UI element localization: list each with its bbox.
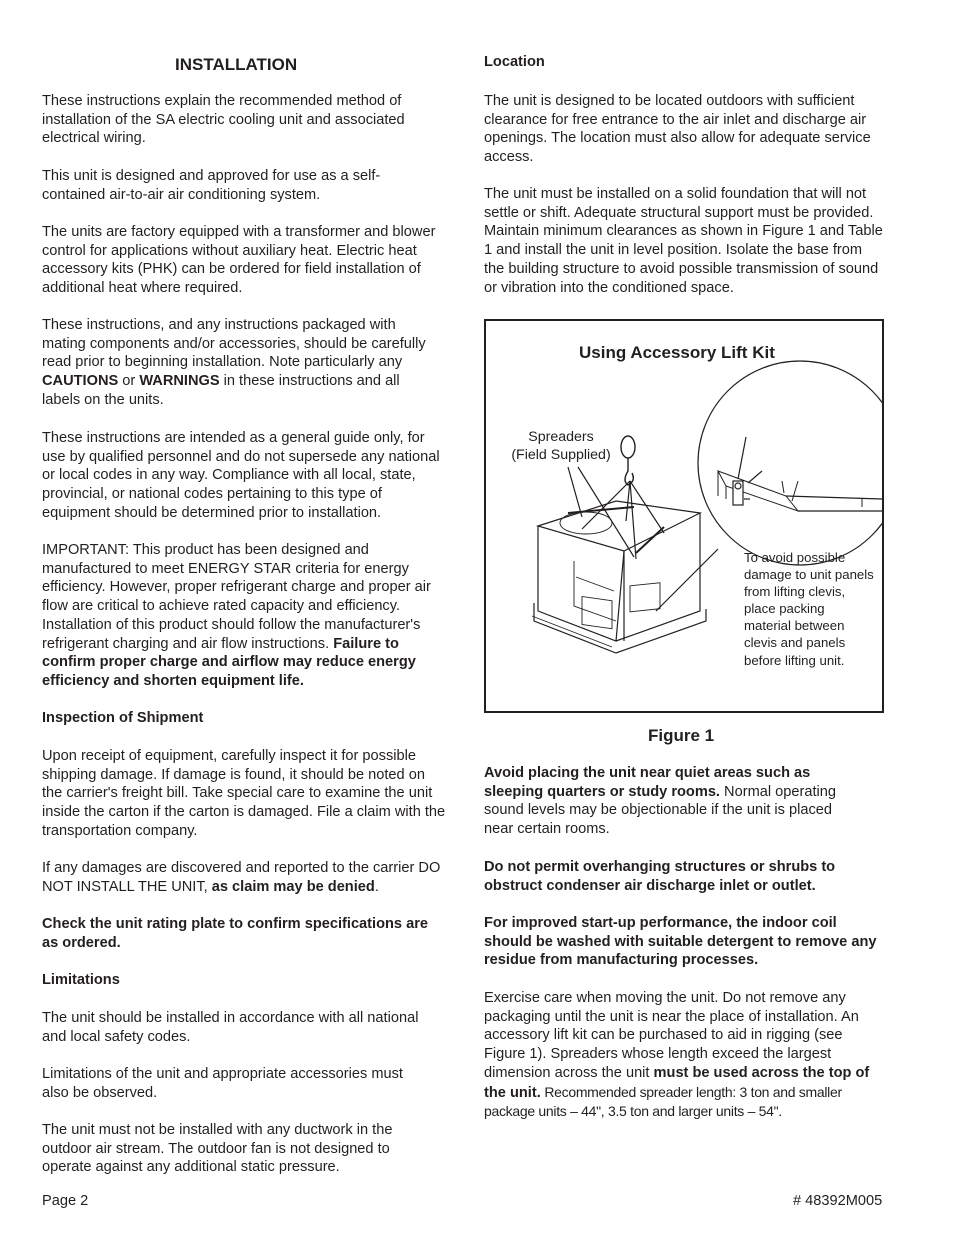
unit-base <box>534 603 706 653</box>
pointer-note <box>656 549 718 611</box>
lift-hook-icon <box>621 436 635 458</box>
paragraph-indoor-coil: For improved start-up performance, the indoor coil should be washed with suitable detergent to remove any residue from manufacturing processes. <box>484 915 877 969</box>
detail-circle <box>698 361 882 565</box>
paragraph-read-instructions: These instructions, and any instructions packaged with mating components and/or accessories, should be carefully read prior to beginning installation. Note particularly any CAUTIONS or WARNINGS in these instructions and all labels on the units. <box>42 317 426 408</box>
warnings-label: WARNINGS <box>139 373 220 390</box>
unit-opening-2 <box>630 583 660 612</box>
paragraph-approval: This unit is designed and approved for use as a self-contained air-to-air air conditioning system. <box>42 168 381 203</box>
heading-inspection: Inspection of Shipment <box>42 710 204 726</box>
label-spreaders: Spreaders (Field Supplied) <box>511 429 611 463</box>
section-heading-installation: INSTALLATION <box>175 55 298 74</box>
paragraph-inspection: Upon receipt of equipment, carefully inspect it for possible shipping damage. If damage is found, it should be noted on the carrier's freight bill. Take special care to examine the unit inside the carton if the carton is damaged. File a claim with the transportation company. <box>42 748 446 839</box>
heading-limitations: Limitations <box>42 972 120 988</box>
paragraph-quiet-areas: Avoid placing the unit near quiet areas such as sleeping quarters or study rooms. Normal operating sound levels may be objectionable if the unit is placed near certain rooms. <box>484 765 836 838</box>
paragraph-overhanging: Do not permit overhanging structures or shrubs to obstruct condenser air discharge inlet or outlet. <box>484 859 836 894</box>
paragraph-foundation: The unit must be installed on a solid foundation that will not settle or shift. Adequate structural support must be provided. Maintain minimum clearances as shown in Figure 1 and Table 1 and install the unit in level position. Isolate the base from the building structure to avoid possible transmission of sound or vibration into the conditioned space. <box>484 186 883 296</box>
unit-opening-1 <box>582 596 612 628</box>
paragraph-moving-unit: Exercise care when moving the unit. Do not remove any packaging until the unit is near the place of installation. An accessory lift kit can be purchased to aid in rigging (see Figure 1). Spreaders whose length exceed the largest dimension across the unit must be used across the top of the unit. Recommended spreader length: 3 ton and smaller package units – 44", 3.5 ton and larger units – 54". <box>484 990 870 1120</box>
paragraph-accessories: Limitations of the unit and appropriate accessories must also be observed. <box>42 1066 403 1101</box>
paragraph-intro: These instructions explain the recommended method of installation of the SA electric cooling unit and associated electrical wiring. <box>42 93 405 147</box>
paragraph-location-outdoors: The unit is designed to be located outdoors with sufficient clearance for free entrance to the air inlet and discharge air openings. The location must also allow for adequate service access. <box>484 93 871 166</box>
energy-warning: Failure to confirm proper charge and airflow may reduce energy efficiency and shorten equipment life. <box>42 635 416 689</box>
figure-lift-kit <box>484 319 884 713</box>
cautions-label: CAUTIONS <box>42 373 119 390</box>
page-number: Page 2 <box>42 1193 89 1209</box>
pointer-spreader-1 <box>568 467 582 517</box>
paragraph-rating-plate: Check the unit rating plate to confirm specifications are as ordered. <box>42 916 429 951</box>
heading-location: Location <box>484 54 545 70</box>
lifting-bracket-icon <box>733 481 743 505</box>
paragraph-energy-star: IMPORTANT: This product has been designed and manufactured to meet ENERGY STAR criteria for energy efficiency. However, proper refrigerant charge and proper air flow are critical to achieve rated capacity and efficiency. Installation of this product should follow the manufacturer's refrigerant charging and air flow instructions. Failure to confirm proper charge and airflow may reduce energy efficiency and shorten equipment life. <box>42 542 431 689</box>
figure-note: To avoid possible damage to unit panels from lifting clevis, place packing material between clevis and panels before lifting unit. <box>744 550 874 668</box>
document-number: # 48392M005 <box>793 1193 883 1209</box>
paragraph-damages: If any damages are discovered and reported to the carrier DO NOT INSTALL THE UNIT, as claim may be denied. <box>42 860 441 895</box>
figure-caption: Figure 1 <box>648 726 715 745</box>
paragraph-factory-equipment: The units are factory equipped with a transformer and blower control for applications without auxiliary heat. Electric heat accessory kits (PHK) can be ordered for field installation of additional heat where required. <box>42 224 436 297</box>
paragraph-general-guide: These instructions are intended as a general guide only, for use by qualified personnel and do not supersede any national or local codes in any way. Compliance with all local, state, provincial, or national codes pertaining to this type of equipment should be determined prior to installation. <box>42 430 440 521</box>
paragraph-ductwork: The unit must not be installed with any ductwork in the outdoor air stream. The outdoor fan is not designed to operate against any additional static pressure. <box>42 1122 393 1176</box>
figure-title: Using Accessory Lift Kit <box>579 343 775 362</box>
paragraph-safety-codes: The unit should be installed in accordance with all national and local safety codes. <box>42 1010 419 1045</box>
